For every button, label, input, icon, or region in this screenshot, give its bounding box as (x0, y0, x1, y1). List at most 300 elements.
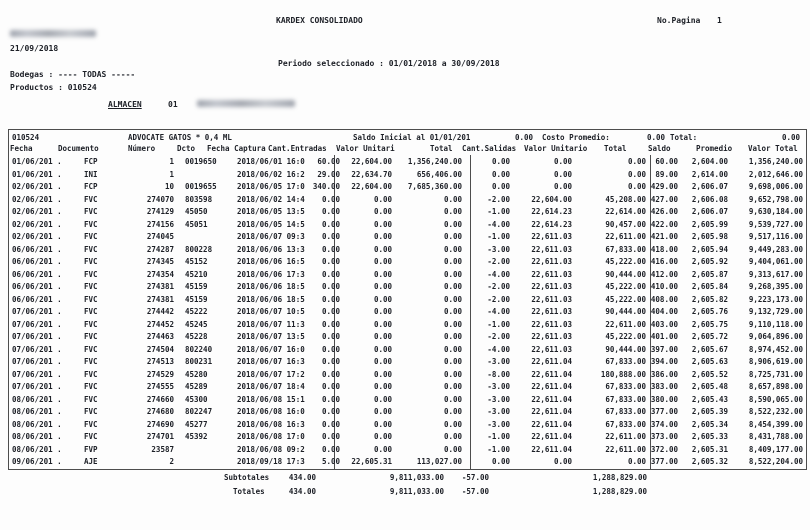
cell-cant-salidas: -1.00 (487, 444, 510, 454)
print-date: 21/09/2018 (10, 44, 59, 53)
cell-saldo: 416.00 (650, 257, 678, 266)
cell-total-salidas: 67,833.00 (605, 244, 646, 254)
subtotals-total-entradas: 9,811,033.00 (389, 473, 444, 482)
cell-numero: 1 (169, 157, 174, 166)
subtotals-total-salidas: 1,288,829.00 (592, 473, 647, 482)
cell-total-salidas: 0.00 (627, 457, 646, 466)
cell-valor-unitario-entradas: 22,604.00 (351, 182, 392, 191)
kardex-row (0, 407, 810, 420)
cell-documento: FVC (84, 419, 98, 429)
col-header-numero: Número (128, 144, 156, 153)
cell-valor-total: 9,517,116.00 (748, 232, 803, 241)
cell-total-salidas: 67,833.00 (605, 357, 646, 366)
cell-saldo: 429.00 (650, 182, 678, 191)
kardex-row (0, 432, 810, 445)
cell-documento: FVC (84, 244, 98, 254)
cell-dcto: 800228 (185, 244, 213, 254)
cell-fecha: 07/06/201 . (12, 332, 62, 341)
cell-total-salidas: 67,833.00 (605, 382, 646, 391)
kardex-row (0, 182, 810, 195)
cell-valor-unitario-salidas: 22,611.04 (531, 369, 572, 379)
cell-total-entradas: 0.00 (443, 232, 462, 241)
cell-dcto: 45228 (185, 332, 208, 341)
cell-numero: 274129 (146, 207, 174, 216)
cell-cant-entradas: 0.00 (321, 257, 340, 266)
col-header-documento: Documento (58, 144, 99, 153)
cell-numero: 274529 (146, 369, 174, 379)
cell-saldo: 394.00 (650, 357, 678, 366)
cell-valor-unitario-salidas: 0.00 (553, 157, 572, 166)
cell-total-salidas: 90,444.00 (605, 344, 646, 354)
kardex-row (0, 232, 810, 245)
cell-documento: FVC (84, 357, 98, 366)
cell-total-entradas: 0.00 (443, 294, 462, 304)
cell-numero: 274381 (146, 294, 174, 304)
cell-documento: FVC (84, 332, 98, 341)
cell-total-salidas: 22,614.00 (605, 207, 646, 216)
cell-cant-salidas: -2.00 (487, 194, 510, 204)
cell-valor-unitario-salidas: 22,611.04 (531, 357, 572, 366)
cell-cant-entradas: 0.00 (321, 332, 340, 341)
cell-promedio: 2,605.94 (691, 244, 728, 254)
cell-fecha: 02/06/201 . (12, 232, 62, 241)
cell-valor-unitario-entradas: 0.00 (373, 332, 392, 341)
cell-cant-salidas: -4.00 (487, 219, 510, 229)
cell-promedio: 2,605.72 (691, 332, 728, 341)
cell-fecha: 07/06/201 . (12, 357, 62, 366)
cell-cant-entradas: 0.00 (321, 407, 340, 416)
cell-valor-total: 9,698,006.00 (748, 182, 803, 191)
cell-numero: 274513 (146, 357, 174, 366)
cell-promedio: 2,605.76 (691, 307, 728, 316)
cell-valor-unitario-entradas: 0.00 (373, 219, 392, 229)
cell-fecha-captura: 2018/06/08 17:0 (237, 432, 305, 441)
cell-valor-total: 8,522,232.00 (748, 407, 803, 416)
cell-valor-unitario-entradas: 22,634.70 (351, 169, 392, 179)
cell-fecha: 06/06/201 . (12, 282, 62, 291)
cell-total-entradas: 0.00 (443, 407, 462, 416)
cell-cant-salidas: -1.00 (487, 232, 510, 241)
cell-fecha-captura: 2018/06/08 09:2 (237, 444, 305, 454)
cell-dcto: 45245 (185, 319, 208, 329)
cell-dcto: 45051 (185, 219, 208, 229)
page-number-value: 1 (717, 16, 722, 25)
cell-documento: FVC (84, 282, 98, 291)
cell-saldo: 372.00 (650, 444, 678, 454)
kardex-row (0, 282, 810, 295)
cell-fecha: 07/06/201 . (12, 344, 62, 354)
cell-cant-entradas: 0.00 (321, 207, 340, 216)
cell-numero: 274463 (146, 332, 174, 341)
cell-total-salidas: 0.00 (627, 157, 646, 166)
cell-cant-salidas: -2.00 (487, 294, 510, 304)
cell-documento: FVC (84, 257, 98, 266)
col-header-promedio: Promedio (696, 144, 733, 153)
cell-documento: FVC (84, 207, 98, 216)
cell-valor-unitario-entradas: 22,604.00 (351, 157, 392, 166)
cell-fecha-captura: 2018/06/01 16:0 (237, 157, 305, 166)
cell-valor-unitario-salidas: 22,611.04 (531, 419, 572, 429)
cell-dcto: 45222 (185, 307, 208, 316)
cell-valor-unitario-salidas: 22,614.23 (531, 219, 572, 229)
column-header-row (0, 144, 810, 156)
cell-dcto: 803598 (185, 194, 213, 204)
cell-total-entradas: 0.00 (443, 282, 462, 291)
cell-fecha-captura: 2018/06/05 13:5 (237, 207, 305, 216)
cell-numero: 274442 (146, 307, 174, 316)
cell-valor-total: 8,454,399.00 (748, 419, 803, 429)
cell-saldo: 377.00 (650, 407, 678, 416)
cell-cant-entradas: 0.00 (321, 357, 340, 366)
cell-total-entradas: 7,685,360.00 (407, 182, 462, 191)
cell-total-entradas: 0.00 (443, 332, 462, 341)
cell-numero: 274381 (146, 282, 174, 291)
cell-numero: 10 (164, 182, 174, 191)
cell-promedio: 2,605.33 (691, 432, 728, 441)
cell-dcto: 0019655 (185, 182, 217, 191)
cell-promedio: 2,605.52 (691, 369, 728, 379)
col-header-cant-salidas: Cant.Salidas (462, 144, 517, 153)
cell-fecha: 02/06/201 . (12, 194, 62, 204)
cell-cant-salidas: 0.00 (491, 182, 510, 191)
cell-documento: FVC (84, 269, 98, 279)
cell-valor-unitario-salidas: 22,611.03 (531, 332, 572, 341)
cell-total-entradas: 0.00 (443, 344, 462, 354)
cell-cant-entradas: 0.00 (321, 269, 340, 279)
table-top-border (8, 129, 807, 130)
cell-valor-unitario-entradas: 0.00 (373, 344, 392, 354)
almacen-label: ALMACEN (108, 100, 142, 109)
saldo-inicial-value: 0.00 (514, 133, 533, 142)
cell-fecha: 08/06/201 . (12, 444, 62, 454)
cell-cant-salidas: -2.00 (487, 332, 510, 341)
cell-fecha: 08/06/201 . (12, 419, 62, 429)
cell-numero: 274701 (146, 432, 174, 441)
cell-saldo: 89.00 (655, 169, 678, 179)
cell-valor-total: 8,522,204.00 (748, 457, 803, 466)
cell-promedio: 2,605.48 (691, 382, 728, 391)
cell-total-entradas: 0.00 (443, 382, 462, 391)
cell-dcto: 45159 (185, 294, 208, 304)
cell-valor-unitario-salidas: 22,611.04 (531, 432, 572, 441)
cell-valor-total: 8,906,619.00 (748, 357, 803, 366)
cell-promedio: 2,605.84 (691, 282, 728, 291)
cell-total-salidas: 0.00 (627, 169, 646, 179)
cell-saldo: 426.00 (650, 207, 678, 216)
cell-promedio: 2,604.00 (691, 157, 728, 166)
cell-documento: FVC (84, 432, 98, 441)
cell-fecha-captura: 2018/06/07 11:3 (237, 319, 305, 329)
cell-promedio: 2,614.00 (691, 169, 728, 179)
cell-fecha-captura: 2018/06/07 16:0 (237, 344, 305, 354)
kardex-row (0, 270, 810, 283)
cell-dcto: 802247 (185, 407, 213, 416)
cell-cant-entradas: 0.00 (321, 432, 340, 441)
cell-saldo: 427.00 (650, 194, 678, 204)
cell-cant-salidas: -1.00 (487, 319, 510, 329)
cell-saldo: 386.00 (650, 369, 678, 379)
cell-numero: 274354 (146, 269, 174, 279)
cell-valor-total: 9,110,118.00 (748, 319, 803, 329)
cell-cant-entradas: 0.00 (321, 369, 340, 379)
cell-valor-unitario-salidas: 22,611.04 (531, 382, 572, 391)
cell-saldo: 373.00 (650, 432, 678, 441)
cell-valor-unitario-entradas: 0.00 (373, 294, 392, 304)
cell-promedio: 2,605.67 (691, 344, 728, 354)
cell-valor-unitario-entradas: 22,605.31 (351, 457, 392, 466)
subtotals-cant-entradas: 434.00 (288, 473, 316, 482)
kardex-row (0, 370, 810, 383)
cell-promedio: 2,605.63 (691, 357, 728, 366)
cell-cant-salidas: 0.00 (491, 157, 510, 166)
cell-numero: 2 (169, 457, 174, 466)
cell-documento: AJE (84, 457, 98, 466)
cell-numero: 274045 (146, 232, 174, 241)
kardex-row (0, 207, 810, 220)
totals-total-salidas: 1,288,829.00 (592, 487, 647, 496)
cell-saldo: 404.00 (650, 307, 678, 316)
cell-dcto: 45152 (185, 257, 208, 266)
cell-documento: FVC (84, 307, 98, 316)
cell-numero: 23587 (151, 444, 174, 454)
cell-valor-unitario-salidas: 22,611.03 (531, 257, 572, 266)
col-header-dcto: Dcto (177, 144, 196, 153)
cell-cant-salidas: -4.00 (487, 269, 510, 279)
cell-cant-salidas: -1.00 (487, 432, 510, 441)
total-value: 0.00 (781, 133, 800, 142)
cell-valor-unitario-salidas: 22,611.03 (531, 244, 572, 254)
cell-cant-entradas: 5.00 (321, 457, 340, 466)
cell-documento: FVC (84, 319, 98, 329)
cell-valor-total: 8,409,177.00 (748, 444, 803, 454)
cell-valor-unitario-entradas: 0.00 (373, 307, 392, 316)
cell-valor-unitario-entradas: 0.00 (373, 207, 392, 216)
cell-fecha-captura: 2018/06/06 13:3 (237, 244, 305, 254)
cell-fecha: 08/06/201 . (12, 394, 62, 404)
cell-total-salidas: 67,833.00 (605, 419, 646, 429)
kardex-row (0, 395, 810, 408)
cell-total-salidas: 45,222.00 (605, 294, 646, 304)
cell-promedio: 2,605.92 (691, 257, 728, 266)
cell-fecha-captura: 2018/06/07 09:3 (237, 232, 305, 241)
cell-fecha: 06/06/201 . (12, 257, 62, 266)
cell-saldo: 397.00 (650, 344, 678, 354)
cell-valor-unitario-entradas: 0.00 (373, 419, 392, 429)
cell-total-entradas: 0.00 (443, 269, 462, 279)
cell-valor-unitario-entradas: 0.00 (373, 232, 392, 241)
cell-numero: 274156 (146, 219, 174, 229)
cell-total-salidas: 45,208.00 (605, 194, 646, 204)
cell-total-salidas: 67,833.00 (605, 407, 646, 416)
subtotals-cant-salidas: -57.00 (461, 473, 489, 482)
cell-documento: FVC (84, 369, 98, 379)
cell-cant-entradas: 0.00 (321, 344, 340, 354)
cell-cant-entradas: 0.00 (321, 444, 340, 454)
totals-cant-salidas: -57.00 (461, 487, 489, 496)
kardex-row (0, 295, 810, 308)
cell-fecha-captura: 2018/06/08 16:0 (237, 407, 305, 416)
cell-fecha-captura: 2018/06/06 16:5 (237, 257, 305, 266)
cell-numero: 274452 (146, 319, 174, 329)
cell-documento: FVC (84, 344, 98, 354)
cell-valor-unitario-entradas: 0.00 (373, 444, 392, 454)
cell-numero: 274070 (146, 194, 174, 204)
cell-valor-unitario-salidas: 22,611.03 (531, 307, 572, 316)
cell-promedio: 2,605.87 (691, 269, 728, 279)
cell-cant-entradas: 340.00 (312, 182, 340, 191)
cell-valor-unitario-salidas: 22,611.03 (531, 232, 572, 241)
cell-total-entradas: 0.00 (443, 432, 462, 441)
cell-valor-unitario-entradas: 0.00 (373, 407, 392, 416)
cell-documento: FVC (84, 407, 98, 416)
cell-cant-salidas: -3.00 (487, 244, 510, 254)
cell-documento: FVC (84, 394, 98, 404)
cell-saldo: 383.00 (650, 382, 678, 391)
cell-fecha: 01/06/201 . (12, 157, 62, 166)
cell-total-entradas: 0.00 (443, 319, 462, 329)
cell-valor-unitario-salidas: 22,611.03 (531, 282, 572, 291)
cell-dcto: 45300 (185, 394, 208, 404)
cell-total-salidas: 67,833.00 (605, 394, 646, 404)
saldo-inicial-label: Saldo Inicial al 01/01/201 (353, 133, 471, 142)
cell-valor-total: 9,313,617.00 (748, 269, 803, 279)
cell-valor-total: 9,630,184.00 (748, 207, 803, 216)
cell-total-entradas: 0.00 (443, 419, 462, 429)
cell-dcto: 45392 (185, 432, 208, 441)
cell-cant-entradas: 0.00 (321, 294, 340, 304)
cell-cant-entradas: 0.00 (321, 307, 340, 316)
cell-valor-unitario-salidas: 22,611.03 (531, 269, 572, 279)
cell-documento: INI (84, 169, 98, 179)
cell-cant-salidas: -3.00 (487, 382, 510, 391)
cell-cant-entradas: 0.00 (321, 382, 340, 391)
cell-fecha: 07/06/201 . (12, 369, 62, 379)
col-header-total-entradas: Total (430, 144, 453, 153)
cell-total-entradas: 656,406.00 (416, 169, 462, 179)
cell-numero: 274690 (146, 419, 174, 429)
cell-fecha: 08/06/201 . (12, 432, 62, 441)
productos-filter: Productos : 010524 (10, 83, 97, 92)
cell-total-entradas: 0.00 (443, 207, 462, 216)
cell-cant-salidas: -4.00 (487, 307, 510, 316)
cell-saldo: 421.00 (650, 232, 678, 241)
kardex-row (0, 457, 810, 470)
cell-total-salidas: 90,457.00 (605, 219, 646, 229)
cell-cant-salidas: -2.00 (487, 282, 510, 291)
cell-valor-unitario-salidas: 0.00 (553, 457, 572, 466)
page-number-label: No.Pagina (657, 16, 701, 25)
kardex-row (0, 307, 810, 320)
cell-fecha-captura: 2018/06/07 17:2 (237, 369, 305, 379)
cell-fecha: 02/06/201 . (12, 182, 62, 191)
costo-promedio-value: 0.00 (646, 133, 665, 142)
cell-total-entradas: 0.00 (443, 244, 462, 254)
cell-cant-salidas: -3.00 (487, 357, 510, 366)
subtotals-label: Subtotales (224, 473, 270, 482)
kardex-row (0, 445, 810, 458)
cell-promedio: 2,605.34 (691, 419, 728, 429)
cell-cant-salidas: 0.00 (491, 169, 510, 179)
costo-promedio-label: Costo Promedio: (542, 133, 610, 142)
cell-valor-total: 8,590,065.00 (748, 394, 803, 404)
cell-total-salidas: 22,611.00 (605, 444, 646, 454)
cell-valor-unitario-entradas: 0.00 (373, 319, 392, 329)
cell-cant-salidas: -3.00 (487, 407, 510, 416)
cell-documento: FCP (84, 157, 98, 166)
cell-cant-salidas: -8.00 (487, 369, 510, 379)
cell-promedio: 2,605.75 (691, 319, 728, 329)
cell-fecha-captura: 2018/06/06 17:3 (237, 269, 305, 279)
cell-total-entradas: 0.00 (443, 369, 462, 379)
cell-cant-salidas: -3.00 (487, 419, 510, 429)
cell-valor-unitario-salidas: 22,611.04 (531, 407, 572, 416)
cell-saldo: 374.00 (650, 419, 678, 429)
kardex-row (0, 195, 810, 208)
cell-promedio: 2,605.98 (691, 232, 728, 241)
cell-total-entradas: 0.00 (443, 444, 462, 454)
cell-fecha: 06/06/201 . (12, 269, 62, 279)
cell-total-entradas: 0.00 (443, 357, 462, 366)
cell-valor-unitario-entradas: 0.00 (373, 432, 392, 441)
kardex-row (0, 382, 810, 395)
cell-saldo: 401.00 (650, 332, 678, 341)
cell-cant-salidas: -4.00 (487, 344, 510, 354)
col-header-valor-unitario-entradas: Valor Unitari (336, 144, 395, 153)
cell-documento: FVC (84, 232, 98, 241)
cell-valor-unitario-entradas: 0.00 (373, 194, 392, 204)
col-header-total-salidas: Total (604, 144, 627, 153)
product-code: 010524 (12, 133, 40, 142)
cell-valor-total: 9,404,061.00 (748, 257, 803, 266)
cell-fecha-captura: 2018/06/07 18:4 (237, 382, 305, 391)
cell-cant-entradas: 60.00 (317, 157, 340, 166)
cell-fecha: 01/06/201 . (12, 169, 62, 179)
cell-valor-unitario-entradas: 0.00 (373, 357, 392, 366)
cell-cant-entradas: 0.00 (321, 319, 340, 329)
cell-total-salidas: 45,222.00 (605, 282, 646, 291)
kardex-row (0, 345, 810, 358)
cell-promedio: 2,605.43 (691, 394, 728, 404)
cell-cant-entradas: 0.00 (321, 244, 340, 254)
cell-valor-unitario-entradas: 0.00 (373, 369, 392, 379)
cell-fecha: 02/06/201 . (12, 219, 62, 229)
cell-fecha-captura: 2018/06/06 18:5 (237, 282, 305, 291)
cell-fecha: 07/06/201 . (12, 307, 62, 316)
cell-valor-total: 9,268,395.00 (748, 282, 803, 291)
cell-documento: FCP (84, 182, 98, 191)
cell-saldo: 380.00 (650, 394, 678, 404)
cell-saldo: 410.00 (650, 282, 678, 291)
total-label: Total: (670, 133, 698, 142)
cell-total-salidas: 180,888.00 (600, 369, 646, 379)
cell-total-entradas: 0.00 (443, 394, 462, 404)
cell-dcto: 45277 (185, 419, 208, 429)
col-header-cant-entradas: Cant.Entradas (268, 144, 327, 153)
cell-total-entradas: 0.00 (443, 194, 462, 204)
kardex-row (0, 170, 810, 183)
cell-numero: 274345 (146, 257, 174, 266)
cell-fecha: 02/06/201 . (12, 207, 62, 216)
cell-promedio: 2,605.32 (691, 457, 728, 466)
cell-numero: 274680 (146, 407, 174, 416)
cell-fecha-captura: 2018/06/07 16:3 (237, 357, 305, 366)
cell-dcto: 45280 (185, 369, 208, 379)
cell-cant-entradas: 0.00 (321, 219, 340, 229)
cell-dcto: 800231 (185, 357, 213, 366)
cell-numero: 1 (169, 169, 174, 179)
cell-saldo: 408.00 (650, 294, 678, 304)
cell-numero: 274504 (146, 344, 174, 354)
